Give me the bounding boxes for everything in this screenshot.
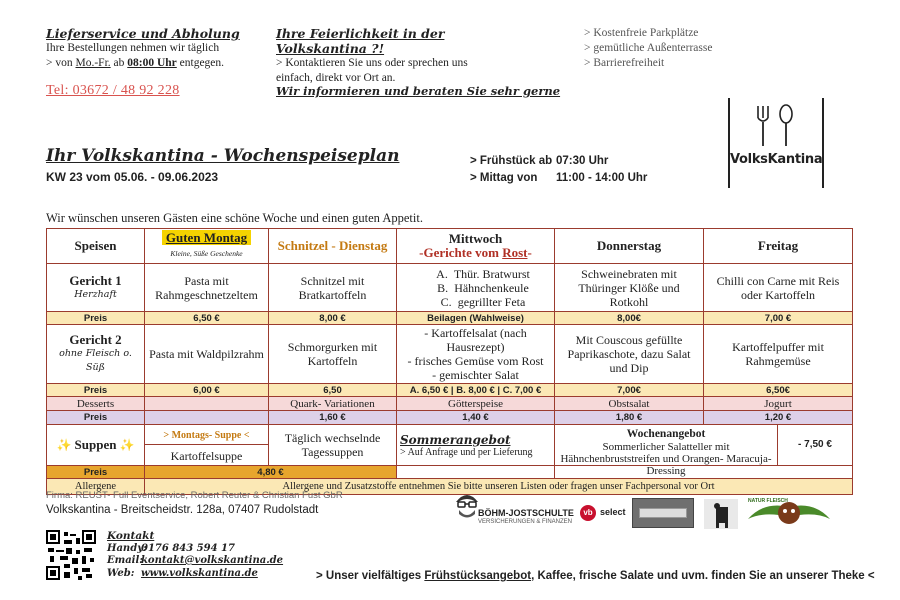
- sponsor-boehm-jostschulte[interactable]: [452, 490, 577, 536]
- summer-offer: Sommerangebot > Auf Anfrage und per Lieferung: [397, 425, 555, 466]
- dessert-cell: Obstsalat: [555, 397, 704, 411]
- delivery-info: [46, 26, 266, 71]
- g2-monday: Pasta mit Waldpilzrahm: [145, 325, 269, 384]
- price-row-1: [47, 312, 853, 325]
- price-cell: 1,80 €: [555, 411, 704, 425]
- g1-tuesday: Schnitzel mit Bratkartoffeln: [269, 264, 397, 312]
- breakfast-label: > Frühstück ab: [470, 155, 553, 167]
- week-range: KW 23 vom 05.06. - 09.06.2023: [46, 170, 219, 184]
- opening-times: [470, 153, 647, 187]
- contact-email[interactable]: kontakt@volkskantina.de: [141, 555, 284, 566]
- dessert-cell: Quark- Variationen: [269, 397, 397, 411]
- desserts-row: [47, 397, 853, 411]
- contact-info: Kontakt Handy:0176 843 594 17 Email:kontakt@volkskantina.de Web: www.volkskantina.de: [107, 530, 284, 579]
- price-cell: Beilagen (Wahlweise): [397, 312, 555, 325]
- sponsor-dark-logo[interactable]: [704, 499, 738, 529]
- logo-text: VolksKantina: [730, 152, 823, 167]
- soup-tuesday: Täglich wechselnde Tagessuppen: [269, 425, 397, 466]
- table-row-g2: [47, 325, 853, 384]
- price-cell: 8,00€: [555, 312, 704, 325]
- soup-monday: > Montags- Suppe < Kartoffelsuppe: [145, 425, 269, 466]
- price-cell: [145, 411, 269, 425]
- dessert-cell: [145, 397, 269, 411]
- celebration-line2: einfach, direkt vor Ort an.: [276, 72, 396, 84]
- delivery-line1: Ihre Bestellungen nehmen wir täglich: [46, 42, 220, 54]
- price-label: Preis: [47, 312, 145, 325]
- dessert-cell: Götterspeise: [397, 397, 555, 411]
- g1-thursday: Schweinebraten mit Thüringer Klöße und Rotkohl: [555, 264, 704, 312]
- sponsor-natur-fleisch[interactable]: [744, 497, 834, 531]
- advice-text: Wir informieren und beraten Sie sehr gerne: [276, 84, 561, 98]
- header-speisen: Speisen: [47, 229, 145, 264]
- price-cell: 1,20 €: [704, 411, 853, 425]
- features-list: [584, 26, 764, 71]
- celebration-title: Ihre Feierlichkeit in der Volkskantina ?!: [276, 26, 445, 56]
- price-label: Preis: [47, 466, 145, 479]
- vb-select-text: select: [600, 507, 626, 517]
- feature-item: > Barrierefreiheit: [584, 57, 665, 69]
- header-tuesday: Schnitzel - Dienstag: [269, 229, 397, 264]
- price-cell: A. 6,50 € | B. 8,00 € | C. 7,00 €: [397, 384, 555, 397]
- contact-web[interactable]: www.volkskantina.de: [141, 567, 258, 579]
- footer-note: > Unser vielfältiges Frühstücksangebot, Kaffee, frische Salate und uvm. finden Sie an unserer Theke <: [316, 570, 875, 582]
- price-row-2: [47, 384, 853, 397]
- g2-thursday: Mit Couscous gefüllte Paprikaschote, dazu Salat und Dip: [555, 325, 704, 384]
- g1-label: Gericht 1 Herzhaft: [47, 264, 145, 312]
- header-friday: Freitag: [704, 229, 853, 264]
- welcome-text: Wir wünschen unseren Gästen eine schöne Woche und einen guten Appetit.: [46, 211, 423, 225]
- price-cell: 7,00 €: [704, 312, 853, 325]
- g1-wednesday: A. Thür. Bratwurst B. Hähnchenkeule C. gegrillter Feta: [397, 264, 555, 312]
- desserts-label: Desserts: [47, 397, 145, 411]
- sponsor-vb-select[interactable]: [580, 502, 626, 524]
- phone-link[interactable]: Tel: 03672 / 48 92 228: [46, 83, 180, 98]
- feature-item: > Kostenfreie Parkplätze: [584, 27, 699, 39]
- price-cell: 1,60 €: [269, 411, 397, 425]
- allergens-text: Allergene und Zusatzstoffe entnehmen Sie bitte unseren Listen oder fragen unser Fachpersonal vor Ort: [145, 479, 853, 495]
- contact-phone[interactable]: 0176 843 594 17: [141, 542, 235, 554]
- g2-tuesday: Schmorgurken mit Kartoffeln: [269, 325, 397, 384]
- contact-title: Kontakt: [107, 530, 155, 542]
- plan-title: Ihr Volkskantina - Wochenspeiseplan: [46, 146, 400, 166]
- delivery-title: Lieferservice und Abholung: [46, 26, 240, 41]
- week-offer: Wochenangebot Sommerlicher Salatteller mit Hähnchenbruststreifen und Orangen- Maracuja- Dressing - 7,50 €: [555, 425, 853, 466]
- animal-icon: [704, 499, 738, 529]
- price-cell: 8,00 €: [269, 312, 397, 325]
- feature-item: > gemütliche Außenterrasse: [584, 42, 713, 54]
- price-cell: 1,40 €: [397, 411, 555, 425]
- g1-friday: Chilli con Carne mit Reis oder Kartoffeln: [704, 264, 853, 312]
- lunch-label: > Mittag von: [470, 172, 538, 184]
- g1-monday: Pasta mit Rahmgeschnetzeltem: [145, 264, 269, 312]
- breakfast-time: 07:30 Uhr: [556, 155, 609, 167]
- sponsor-bj-name: BÖHM-JOSTSCHULTE: [478, 508, 574, 518]
- price-cell: 6,50€: [704, 384, 853, 397]
- sponsor-photo[interactable]: [632, 498, 694, 528]
- table-header-row: [47, 229, 853, 264]
- header-monday: Guten Montag Kleine, Süße Geschenke: [145, 229, 269, 264]
- header-thursday: Donnerstag: [555, 229, 704, 264]
- vb-logo-icon: vb: [580, 505, 596, 521]
- price-label: Preis: [47, 384, 145, 397]
- price-cell: 7,00€: [555, 384, 704, 397]
- header-wednesday: Mittwoch -Gerichte vom Rost-: [397, 229, 555, 264]
- price-label: Preis: [47, 411, 145, 425]
- natur-label: NATUR FLEISCH: [748, 498, 788, 504]
- price-cell: 6,50: [269, 384, 397, 397]
- week-offer-price: - 7,50 €: [798, 439, 832, 450]
- fork-spoon-icon: [754, 104, 798, 148]
- company-name: Firma: REUST- Full Eventservice, Robert Reuter & Christian Fust GbR: [46, 490, 343, 501]
- delivery-line2: > von Mo.-Fr. ab 08:00 Uhr entgegen.: [46, 57, 225, 69]
- table-row-g1: [47, 264, 853, 312]
- qr-code[interactable]: [46, 530, 96, 580]
- allergens-label: Allergene: [47, 479, 145, 495]
- celebration-info: [276, 26, 516, 86]
- soup-price: 4,80 €: [145, 466, 397, 479]
- empty-cell: [397, 466, 555, 479]
- g2-label: Gericht 2 ohne Fleisch o. Süß: [47, 325, 145, 384]
- dessert-cell: Jogurt: [704, 397, 853, 411]
- lunch-time: 11:00 - 14:00 Uhr: [556, 172, 648, 184]
- g2-friday: Kartoffelpuffer mit Rahmgemüse: [704, 325, 853, 384]
- soup-label: ✨ Suppen ✨: [47, 425, 145, 466]
- dessert-price-row: [47, 411, 853, 425]
- sponsor-bj-sub: VERSICHERUNGEN & FINANZEN: [478, 519, 573, 525]
- celebration-line1: > Kontaktieren Sie uns oder sprechen uns: [276, 57, 468, 69]
- price-cell: 6,00 €: [145, 384, 269, 397]
- price-cell: 6,50 €: [145, 312, 269, 325]
- volkskantina-logo: [728, 98, 824, 188]
- g2-wednesday: - Kartoffelsalat (nach Hausrezept) - frisches Gemüse vom Rost - gemischter Salat: [397, 325, 555, 384]
- company-address: Volkskantina - Breitscheidstr. 128a, 07407 Rudolstadt: [46, 504, 319, 516]
- menu-table: [46, 228, 853, 495]
